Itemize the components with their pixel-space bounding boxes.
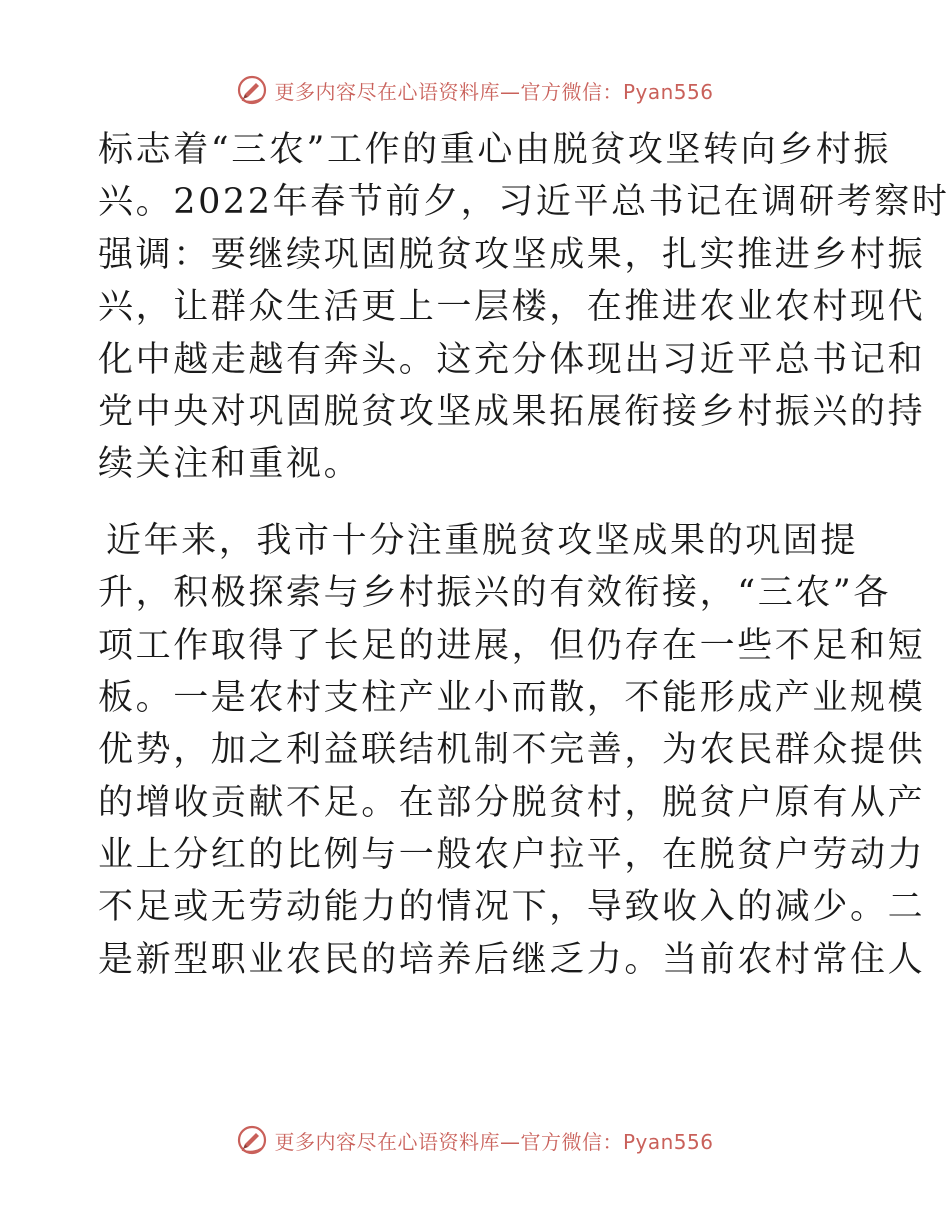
text-line: 续关注和重视。 [98, 444, 362, 485]
text-line: 不足或无劳动能力的情况下，导致收入的减少。二 [98, 887, 926, 928]
text-line: 化中越走越有奔头。这充分体现出习近平总书记和 [98, 339, 926, 380]
paragraph-1 [98, 124, 950, 491]
paragraph-spacer [98, 491, 858, 515]
text-line: 是新型职业农民的培养后继乏力。当前农村常住人 [98, 939, 926, 980]
document-body [98, 124, 950, 986]
text-line: 党中央对巩固脱贫攻坚成果拓展衔接乡村振兴的持 [98, 391, 926, 432]
text-line: 的增收贡献不足。在部分脱贫村，脱贫户原有从产 [98, 782, 926, 823]
footer-watermark [0, 1120, 950, 1160]
text-line: 兴，让群众生活更上一层楼，在推进农业农村现代 [98, 287, 926, 328]
text-line: 兴。2022年春节前夕，习近平总书记在调研考察时 [98, 182, 950, 223]
watermark-text: 更多内容尽在心语资料库—官方微信：Pyan556 [274, 1129, 714, 1154]
text-line: 业上分红的比例与一般农户拉平，在脱贫户劳动力 [98, 835, 926, 876]
text-line: 优势，加之利益联结机制不完善，为农民群众提供 [98, 730, 926, 771]
brand-logo-icon [236, 74, 268, 106]
header-watermark [0, 70, 950, 110]
text-line: 升，积极探索与乡村振兴的有效衔接，“三农”各 [98, 573, 891, 614]
text-line: 近年来，我市十分注重脱贫攻坚成果的巩固提 [106, 520, 859, 561]
paragraph-2 [98, 515, 926, 987]
text-line: 项工作取得了长足的进展，但仍存在一些不足和短 [98, 625, 926, 666]
text-line: 强调：要继续巩固脱贫攻坚成果，扎实推进乡村振 [98, 234, 926, 275]
watermark-text: 更多内容尽在心语资料库—官方微信：Pyan556 [274, 79, 714, 104]
brand-logo-icon [236, 1124, 268, 1156]
text-line: 板。一是农村支柱产业小而散，不能形成产业规模 [98, 677, 926, 718]
text-line: 标志着“三农”工作的重心由脱贫攻坚转向乡村振 [98, 130, 891, 170]
